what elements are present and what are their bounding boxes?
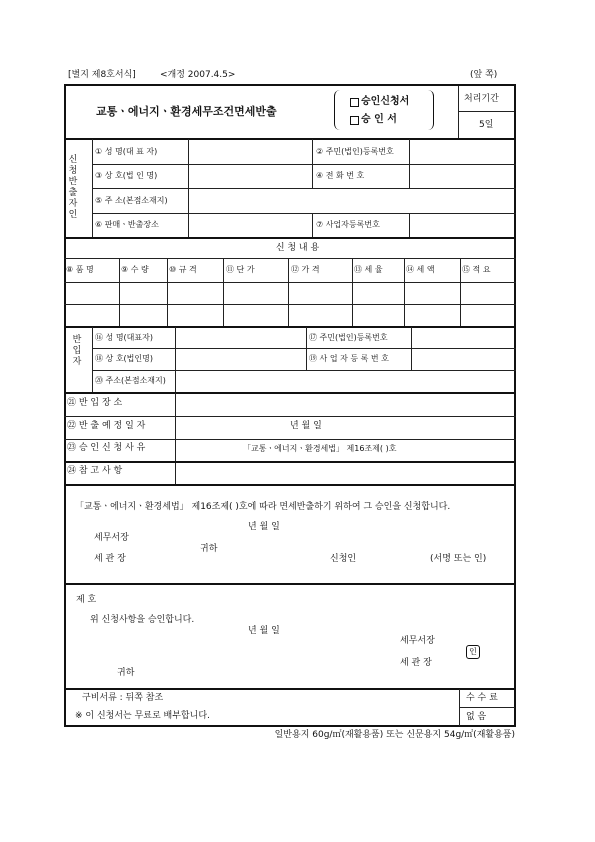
applicant-phone-field[interactable] — [411, 166, 514, 186]
form-number: [별지 제8호서식] — [68, 70, 136, 80]
receiver-address-label: ⑳ 주소(본점소재지) — [95, 376, 166, 385]
remarks-label: ㉔ 참 고 사 항 — [67, 466, 123, 476]
applicant-company-field[interactable] — [190, 166, 310, 186]
applicant-signature-field[interactable] — [362, 550, 422, 566]
declaration-office-tax: 세무서장 — [94, 533, 129, 543]
import-site-field[interactable] — [177, 395, 514, 415]
approval-text: 위 신청사항을 승인합니다. — [90, 615, 195, 625]
request-section-title: 신 청 내 용 — [275, 243, 320, 253]
approval-honorific: 귀하 — [117, 668, 135, 678]
signature-note: (서명 또는 인) — [430, 554, 487, 564]
fee-label: 수 수 료 — [466, 693, 498, 703]
applicant-name-field[interactable] — [190, 141, 310, 162]
receiver-bizno-label: ⑲ 사 업 자 등 록 번 호 — [309, 354, 389, 363]
col-item: ⑧ 품 명 — [66, 265, 94, 274]
required-docs-note: 구비서류 : 뒤쪽 참조 — [82, 693, 164, 703]
approval-number: 제 호 — [76, 595, 97, 605]
col-spec: ⑩ 규 격 — [169, 265, 197, 274]
declaration-text: 「교통ㆍ에너지ㆍ환경세법」 제16조제( )호에 따라 면세반출하기 위하여 그 승인을 신청합니다. — [75, 502, 451, 512]
receiver-id-field[interactable] — [413, 329, 514, 347]
applicant-address-field[interactable] — [190, 190, 514, 211]
processing-period-label: 처리기간 — [464, 94, 499, 104]
declaration-honorific: 귀하 — [200, 544, 218, 554]
request-row-1[interactable] — [66, 284, 514, 303]
applicant-address-label: ⑤ 주 소(본점소재지) — [95, 196, 168, 205]
receiver-name-field[interactable] — [177, 329, 304, 347]
col-unit-price: ⑪ 단 가 — [226, 265, 255, 274]
option-request-checkbox[interactable] — [350, 98, 359, 107]
planned-date-label: ㉒ 반 출 예 정 일 자 — [67, 421, 146, 431]
col-remarks: ⑮ 적 요 — [462, 265, 491, 274]
option-approval-checkbox[interactable] — [350, 116, 359, 125]
option-approval-label: 승 인 서 — [361, 114, 397, 125]
import-site-label: ㉑ 반 입 장 소 — [67, 398, 123, 408]
applicant-phone-label: ④ 전 화 번 호 — [316, 171, 365, 180]
applicant-bizno-label: ⑦ 사업자등록번호 — [316, 220, 380, 229]
reason-label: ㉓ 승 인 신 청 사 유 — [67, 443, 146, 453]
official-seal: 인 — [466, 645, 480, 659]
applicant-site-field[interactable] — [190, 215, 310, 235]
remarks-field[interactable] — [177, 463, 514, 483]
receiver-company-label: ⑱ 상 호(법인명) — [95, 354, 153, 363]
applicant-site-label: ⑥ 판매ㆍ반출장소 — [95, 220, 159, 229]
receiver-name-label: ⑯ 성 명(대표자) — [95, 333, 153, 342]
applicant-id-label: ② 주민(법인)등록번호 — [316, 147, 394, 156]
approval-office-tax: 세무서장 — [400, 636, 435, 646]
col-tax-rate: ⑬ 세 율 — [354, 265, 383, 274]
applicant-id-field[interactable] — [411, 141, 514, 162]
page-side: (앞 쪽) — [470, 70, 498, 80]
request-row-2[interactable] — [66, 306, 514, 325]
applicant-name-label: ① 성 명(대 표 자) — [95, 147, 158, 156]
receiver-id-label: ⑰ 주민(법인)등록번호 — [309, 333, 388, 342]
processing-period-value: 5일 — [479, 120, 494, 130]
paper-spec: 일반용지 60g/㎡(재활용품) 또는 신문용지 54g/㎡(재활용품) — [274, 730, 515, 740]
revision-date: <개정 2007.4.5> — [160, 70, 236, 80]
col-price: ⑫ 가 격 — [291, 265, 320, 274]
applicant-company-label: ③ 상 호(법 인 명) — [95, 171, 158, 180]
declaration-office-customs: 세 관 장 — [94, 554, 126, 564]
fee-value: 없 음 — [466, 712, 487, 722]
free-distribution-note: ※ 이 신청서는 무료로 배부합니다. — [75, 711, 210, 721]
option-request-label: 승인신청서 — [361, 96, 410, 107]
applicant-bizno-field[interactable] — [411, 215, 514, 235]
planned-date-value[interactable]: 년 월 일 — [290, 421, 322, 431]
approval-office-customs: 세 관 장 — [400, 658, 432, 668]
receiver-bizno-field[interactable] — [413, 350, 514, 369]
col-quantity: ⑨ 수 량 — [121, 265, 149, 274]
approval-date: 년 월 일 — [248, 626, 280, 636]
applicant-group-label: 신청 반출자 인 — [68, 155, 78, 220]
receiver-group-label: 반 입 자 — [72, 335, 82, 367]
col-tax-amount: ⑭ 세 액 — [406, 265, 435, 274]
form-title: 교통ㆍ에너지ㆍ환경세무조건면세반출 — [96, 105, 277, 118]
receiver-address-field[interactable] — [177, 372, 514, 391]
declaration-applicant-label: 신청인 — [330, 554, 357, 564]
reason-value[interactable]: 「교통ㆍ에너지ㆍ환경세법」 제16조제( )호 — [243, 444, 397, 453]
declaration-date[interactable]: 년 월 일 — [248, 522, 280, 532]
receiver-company-field[interactable] — [177, 350, 304, 369]
